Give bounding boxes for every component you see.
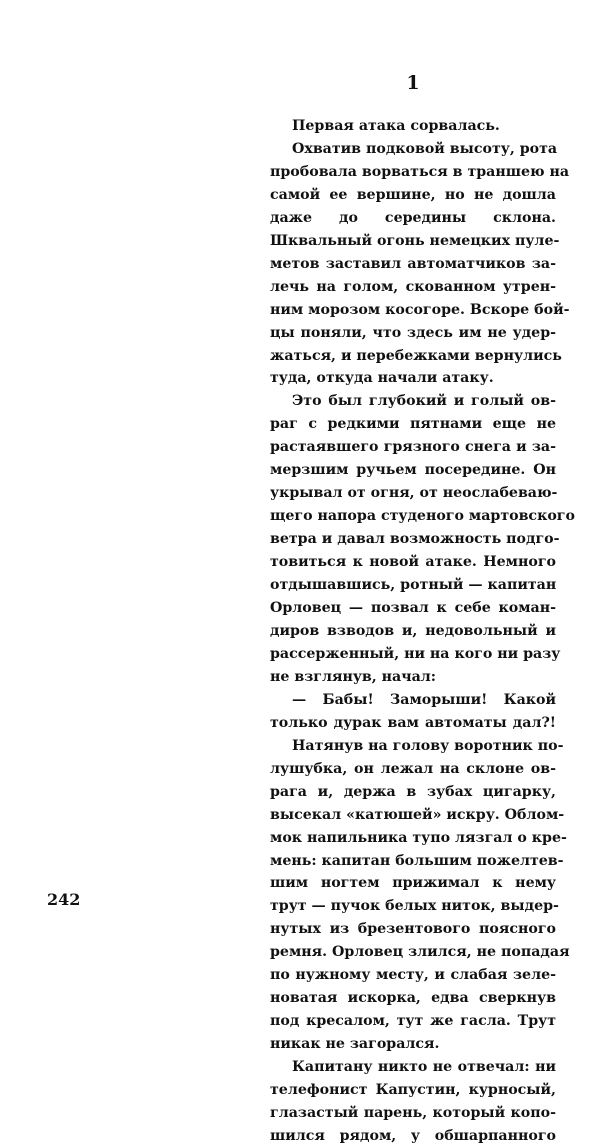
text-line: Это был глубокий и голый ов-	[292, 393, 556, 410]
text-line: телефонист Капустин, курносый,	[270, 1082, 556, 1099]
text-line: туда, откуда начали атаку.	[270, 370, 494, 387]
text-line: по нужному месту, и слабая зеле-	[270, 967, 556, 984]
text-line: рага и, держа в зубах цигарку,	[270, 783, 556, 800]
paragraph-4	[270, 689, 556, 735]
text-line: Шквальный огонь немецких пуле-	[270, 232, 560, 249]
text-line: метов заставил автоматчиков за-	[270, 255, 556, 272]
text-line: Первая атака сорвалась.	[292, 118, 500, 134]
text-line: — Бабы! Заморыши! Какой	[292, 691, 556, 708]
text-line: шился рядом, у обшарпанного	[270, 1127, 556, 1144]
text-line: ремня. Орловец злился, не попадая	[270, 944, 570, 961]
text-line: ним морозом косогоре. Вскоре бой-	[270, 301, 570, 318]
text-line: Капитану никто не отвечал: ни	[292, 1059, 556, 1076]
text-line: даже до середины склона.	[270, 209, 556, 226]
paragraph-3	[270, 390, 575, 688]
text-line: новатая искорка, едва сверкнув	[270, 990, 556, 1007]
text-line: укрывал от огня, от неослабеваю-	[270, 485, 558, 502]
text-line: Охватив подковой высоту, рота	[292, 140, 558, 157]
text-line: растаявшего грязного снега и за-	[270, 439, 556, 456]
text-line: лушубка, он лежал на склоне ов-	[270, 760, 556, 777]
paragraph-1	[270, 115, 556, 138]
paragraph-2	[270, 138, 570, 390]
text-line: щего напора студеного мартовского	[270, 508, 575, 525]
text-line: самой ее вершине, но не дошла	[270, 186, 556, 203]
chapter-number: 1	[406, 72, 420, 94]
text-line: никак не загорался.	[270, 1036, 440, 1053]
page-number: 242	[47, 890, 81, 909]
text-line: мень: капитан большим пожелтев-	[270, 852, 564, 869]
text-line: пробовала ворваться в траншею на	[270, 163, 570, 180]
text-line: трут — пучок белых ниток, выдер-	[270, 898, 559, 915]
text-line: шим ногтем прижимал к нему	[270, 875, 556, 892]
paragraph-6	[270, 1056, 556, 1148]
text-line: Орловец — позвал к себе коман-	[270, 600, 556, 617]
text-line: только дурак вам автоматы дал?!	[270, 714, 556, 731]
text-line: под кресалом, тут же гасла. Трут	[270, 1013, 556, 1030]
text-line: нутых из брезентового поясного	[270, 921, 556, 938]
paragraph-5	[270, 735, 570, 1056]
text-line: мерзшим ручьем посередине. Он	[270, 462, 556, 479]
text-line: жаться, и перебежками вернулись	[270, 347, 562, 364]
text-line: рассерженный, ни на кого ни разу	[270, 645, 561, 662]
text-line: ветра и давал возможность подго-	[270, 531, 560, 548]
text-line: раг с редкими пятнами еще не	[270, 416, 556, 433]
text-line: отдышавшись, ротный — капитан	[270, 577, 557, 594]
body-text	[270, 115, 575, 1148]
text-line: мок напильника тупо лязгал о кре-	[270, 829, 567, 846]
text-line: Натянув на голову воротник по-	[292, 737, 564, 754]
text-line: высекал «катюшей» искру. Облом-	[270, 806, 565, 823]
text-line: не взглянув, начал:	[270, 668, 437, 685]
text-line: цы поняли, что здесь им не удер-	[270, 324, 556, 341]
text-line: товиться к новой атаке. Немного	[270, 554, 556, 571]
text-line: диров взводов и, недовольный и	[270, 622, 556, 639]
text-line: лечь на голом, скованном утрен-	[270, 278, 556, 295]
text-line: глазастый парень, который копо-	[270, 1104, 556, 1121]
